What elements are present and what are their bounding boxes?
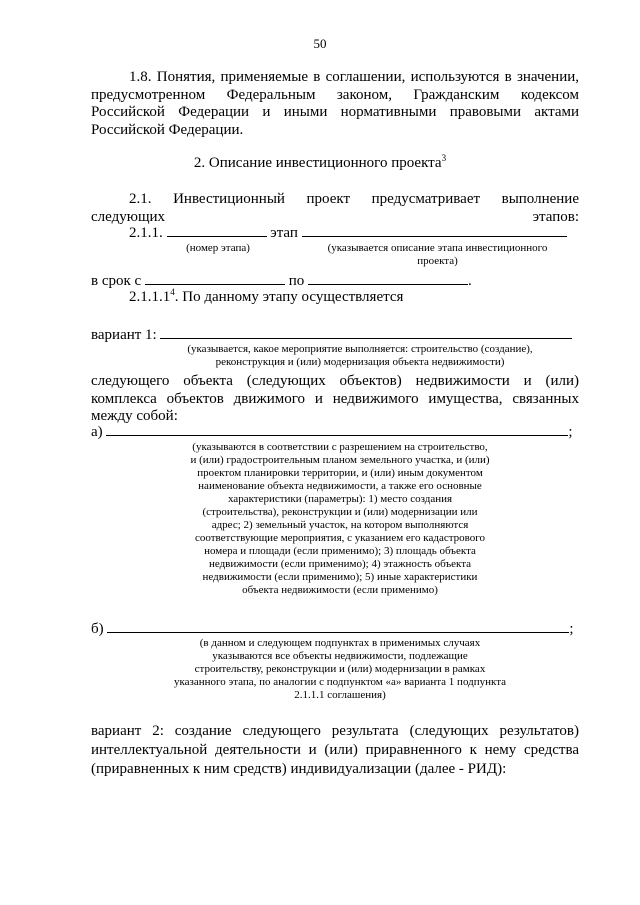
item-a-caption-line-11: недвижимости (если применимо); 5) иные характеристики [202, 571, 478, 583]
stage-line [129, 224, 567, 242]
paragraph-2-1-1-1-num: 2.1.1.1 [129, 289, 171, 305]
item-a-caption-line-4: наименование объекта недвижимости, а также его основные [198, 480, 482, 492]
caption-stage-number: (номер этапа) [186, 242, 250, 254]
item-a-caption-line-10: недвижимости (если применимо); 4) этажность объекта [208, 558, 472, 570]
term-from-blank [145, 272, 285, 285]
term-to-blank [308, 272, 468, 285]
term-line [91, 272, 472, 290]
caption-stage-description-line-2: проекта) [417, 255, 458, 267]
stage-number-blank [167, 224, 267, 237]
paragraph-2-1-1-1-footnote: 4 [170, 287, 175, 297]
item-a-caption-line-8: соответствующие мероприятия, с указанием его кадастрового [194, 532, 486, 544]
item-b-caption-line-2: указываются все объекты недвижимости, подлежащие [212, 650, 468, 662]
item-a-caption-line-7: адрес; 2) земельный участок, на котором выполняются [211, 519, 469, 531]
item-a-line [91, 423, 579, 441]
term-end: . [467, 273, 472, 289]
page-number: 50 [313, 36, 327, 51]
paragraph-2-1-1-1-text: . По данному этапу осуществляется [174, 289, 404, 305]
variant1-text: следующего объекта (следующих объектов) недвижимости и (или) комплекса объектов движимого и недвижимого имущества, связанных между собой: [91, 373, 579, 424]
variant1-label: вариант 1: [91, 327, 157, 343]
item-b-blank [107, 620, 569, 633]
caption-stage-description-line-1: (указывается описание этапа инвестиционного [327, 242, 548, 254]
section-title-text: 2. Описание инвестиционного проекта [193, 155, 442, 171]
stage-prefix: 2.1.1. [129, 225, 163, 241]
term-to-label: по [288, 273, 305, 289]
item-b-caption-line-4: указанного этапа, по аналогии с подпунктом «а» варианта 1 подпункта [173, 676, 507, 688]
item-a-caption-line-9: номера и площади (если применимо); 3) площадь объекта [204, 545, 476, 557]
variant2-text: вариант 2: создание следующего результата (следующих результатов) интеллектуальной деятельности и (или) приравненного к нему средства (приравненных к ним средств) индивидуализации (далее - РИД): [91, 723, 579, 777]
paragraph-2-1-1-1 [129, 289, 403, 306]
variant1-caption-line-1: (указывается, какое мероприятие выполняется: строительство (создание), [187, 343, 533, 355]
caption-stage-description [300, 242, 575, 268]
paragraph-1-8: 1.8. Понятия, применяемые в соглашении, используются в значении, предусмотренном Федеральным законом, Гражданским кодексом Российской Федерации и иными нормативными правовыми актами Российской Федерации. [91, 69, 579, 138]
term-from-label: в срок с [91, 273, 142, 289]
section-title-footnote: 3 [441, 153, 447, 163]
item-a-caption-line-12: объекта недвижимости (если применимо) [242, 584, 438, 596]
item-b-caption [120, 637, 560, 702]
item-b-line [91, 620, 579, 638]
section-title [0, 155, 640, 172]
item-b-caption-line-3: строительству, реконструкции и (или) модернизации в рамках [194, 663, 486, 675]
variant1-caption-line-2: реконструкция и (или) модернизация объекта недвижимости) [215, 356, 505, 368]
item-a-caption-line-2: и (или) градостроительным планом земельного участка, и (или) [190, 454, 490, 466]
item-b-end: ; [569, 621, 574, 637]
paragraph-2-1: 2.1. Инвестиционный проект предусматривает выполнение следующих этапов: [91, 191, 579, 225]
item-a-caption-line-1: (указываются в соответствии с разрешением на строительство, [192, 441, 488, 453]
item-b-label: б) [91, 621, 104, 637]
stage-word: этап [270, 225, 298, 241]
stage-description-blank [302, 224, 567, 237]
item-a-caption [140, 441, 540, 597]
item-a-blank [106, 423, 568, 436]
item-a-label: а) [91, 424, 103, 440]
item-a-end: ; [568, 424, 573, 440]
item-b-caption-line-5: 2.1.1.1 соглашения) [294, 689, 386, 701]
variant1-caption [140, 343, 580, 369]
variant1-blank [160, 326, 572, 339]
item-b-caption-line-1: (в данном и следующем подпунктах в применимых случаях [199, 637, 481, 649]
item-a-caption-line-6: (строительства), реконструкции и (или) модернизации или [202, 506, 478, 518]
variant1-line [91, 326, 572, 344]
item-a-caption-line-3: проектом планировки территории, и (или) иным документом [197, 467, 483, 479]
item-a-caption-line-5: характеристики (параметры): 1) место создания [227, 493, 453, 505]
